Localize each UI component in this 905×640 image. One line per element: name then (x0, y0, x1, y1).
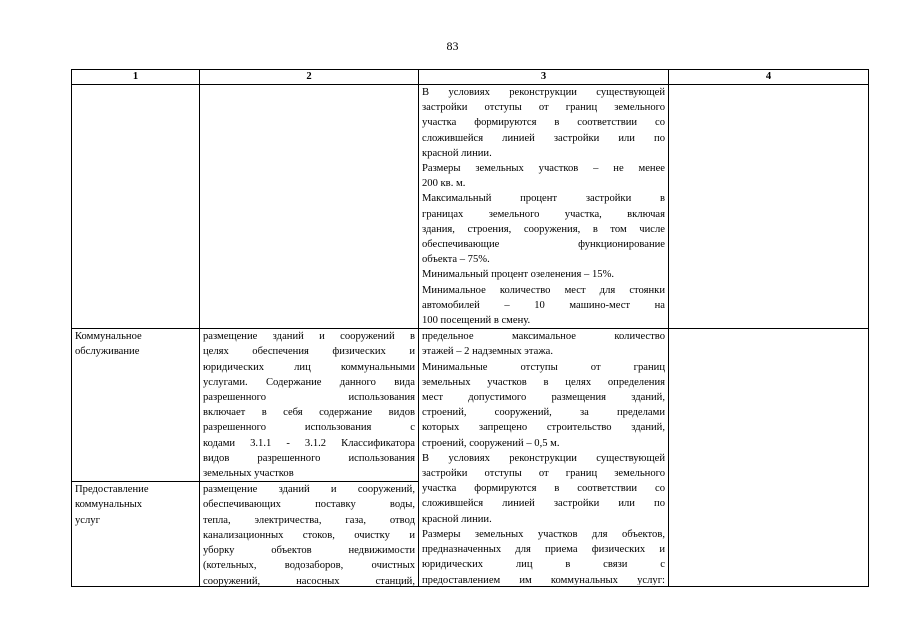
text-line: В условиях реконструкции существующей (422, 452, 665, 464)
header-row (72, 70, 869, 85)
row3-use-description (203, 482, 415, 586)
text-line: Максимальный процент застройки в (422, 193, 665, 205)
text-line: застройки отступы от границ земельного (422, 102, 665, 114)
text-line: коммунальных (75, 499, 143, 511)
text-line: разрешенного использования с (203, 422, 415, 434)
text-line: юридических лиц коммунальными (203, 361, 415, 373)
text-line: предназначенных для приема физических и (422, 544, 665, 556)
text-line: обслуживание (75, 346, 140, 358)
text-line: красной линии. (422, 513, 492, 525)
text-line: тепла, электричества, газа, отвод (203, 514, 415, 526)
text-line: услугами. Содержание данного вида (203, 376, 415, 388)
text-line: кодами 3.1.1 - 3.1.2 Классификатора (203, 437, 415, 449)
text-line: (котельных, водозаборов, очистных (203, 560, 415, 572)
header-col-1: 1 (72, 70, 200, 85)
header-col-3: 3 (419, 70, 669, 85)
merged-col4-cell (669, 329, 869, 587)
header-col-4: 4 (669, 70, 869, 85)
text-line: услуг (75, 514, 100, 526)
text-line: объекта – 75%. (422, 254, 490, 266)
text-line: Размеры земельных участков – не менее (422, 163, 665, 175)
row2-col2-cell (200, 329, 419, 482)
text-line: земельных участков в целях определения (422, 376, 665, 388)
text-line: видов разрешенного использования (203, 452, 415, 464)
text-line: целях обеспечения физических и (203, 346, 415, 358)
text-line: размещение зданий и сооружений, (203, 484, 415, 496)
text-line: автомобилей – 10 машино-мест на (422, 299, 665, 311)
text-line: канализационных стоков, очистку и (203, 529, 415, 541)
text-line: застройки отступы от границ земельного (422, 468, 665, 480)
merged-col3-cell (419, 329, 669, 587)
row2-use-description (203, 329, 415, 481)
text-line: этажей – 2 надземных этажа. (422, 346, 553, 358)
text-line: В условиях реконструкции существующей (422, 87, 665, 98)
text-line: границах земельного участка, включая (422, 208, 665, 220)
text-line: которых запрещено строительство зданий, (422, 422, 665, 434)
table-row (72, 329, 869, 482)
text-line: предоставлением им коммунальных услуг: (422, 574, 665, 586)
merged-parameters (422, 329, 665, 585)
land-use-table (71, 69, 869, 587)
row1-col4-cell (669, 85, 869, 329)
text-line: Минимальные отступы от границ (422, 361, 665, 373)
text-line: Коммунальное (75, 331, 142, 343)
row1-parameters (422, 85, 665, 328)
text-line: строений, сооружений – 0,5 м. (422, 437, 560, 449)
text-line: Размеры земельных участков для объектов, (422, 528, 665, 540)
table-row (72, 85, 869, 329)
page-number: 83 (446, 39, 459, 53)
text-line: Предоставление (75, 484, 149, 496)
text-line: сооружений, насосных станций, (203, 575, 415, 587)
text-line: Минимальное количество мест для стоянки (422, 284, 665, 296)
text-line: красной линии. (422, 147, 492, 159)
text-line: юридических лиц в связи с (422, 559, 665, 571)
text-line: земельных участков (203, 468, 294, 480)
row1-col1-cell (72, 85, 200, 329)
row1-col2-cell (200, 85, 419, 329)
row1-col3-cell (419, 85, 669, 329)
text-line: сложившейся линией застройки или по (422, 498, 665, 510)
row3-col1-cell (72, 482, 200, 587)
text-line: разрешенного использования (203, 392, 415, 404)
text-line: уборку объектов недвижимости (203, 545, 415, 557)
row2-col1-cell (72, 329, 200, 482)
text-line: Минимальный процент озеленения – 15%. (422, 269, 615, 281)
text-line: включает в себя содержание видов (203, 407, 415, 419)
text-line: обеспечивающих поставку воды, (203, 499, 415, 511)
text-line: сложившейся линией застройки или по (422, 132, 665, 144)
header-col-2: 2 (200, 70, 419, 85)
row3-col2-cell (200, 482, 419, 587)
text-line: участка формируются в соответствии со (422, 117, 665, 129)
row2-use-name (75, 329, 196, 359)
text-line: мест допустимого размещения зданий, (422, 392, 665, 404)
text-line: обеспечивающие функционирование (422, 239, 665, 251)
text-line: предельное максимальное количество (422, 331, 665, 343)
row3-use-name (75, 482, 196, 528)
text-line: строений, сооружений, за пределами (422, 407, 665, 419)
text-line: размещение зданий и сооружений в (203, 331, 415, 343)
text-line: 200 кв. м. (422, 178, 466, 190)
text-line: 100 посещений в смену. (422, 315, 531, 327)
text-line: здания, строения, сооружения, в том числе (422, 223, 665, 235)
text-line: участка формируются в соответствии со (422, 483, 665, 495)
